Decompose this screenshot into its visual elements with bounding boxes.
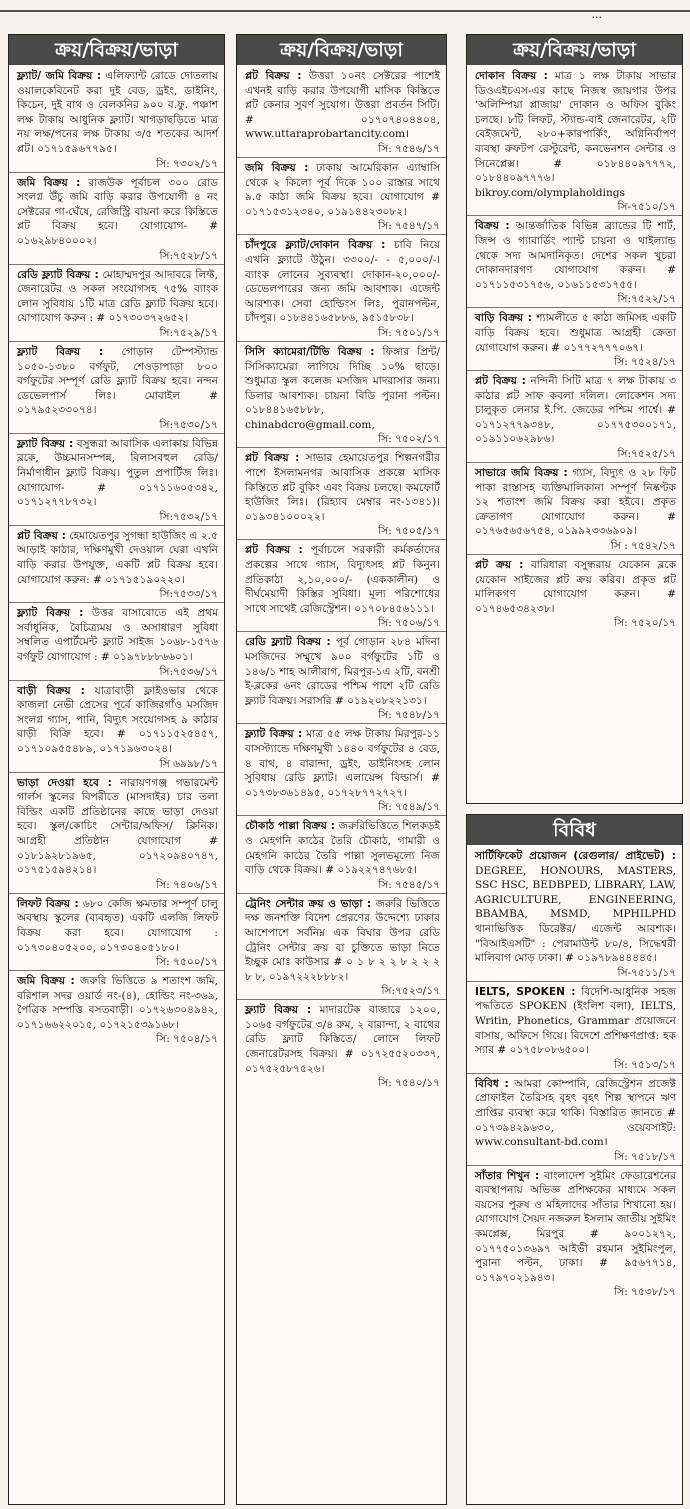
ads-list	[467, 845, 682, 1300]
ad-text	[17, 897, 218, 955]
classified-ad	[245, 635, 440, 724]
ad-title: বিক্রয় :	[475, 220, 510, 233]
ad-body: মোহাম্মদপুর আদাবরে লিফ্ট, জেনারেটর ও সকল সংযোগসহ ৭৫% ব্যাংক লোন সুবিধায় ১টি মাত্র রেডি ফ্ল্যাট বিক্রয় হবে। যোগাযোগ করুন : # ০১৭৩০৩৭২৬৫২।	[17, 268, 219, 325]
ad-body: জরুরিভিত্তিতে শিলকড়ই ও মেহগনি কাঠের তৈরি চৌকাঠ, গামারী ও মেহগনি কাঠের তৈরি পাল্লা সুলভমূল্যে নিজ বাড়ি থেকে বিক্রয়। # ০১৯২২৭৪৭৬৮৫।	[245, 820, 441, 877]
ad-body: ৬৮০ কেজি ক্ষমতার সম্পূর্ণ চালু অবস্থায় স্কুলের (ব্যবহৃত) একটি এলজি লিফট বিক্রয় করা হবে। যোগাযোগ : ০১৭৩০৪০৫২০০, ০১৭৩০৪০৫১৮০।	[17, 897, 219, 954]
ad-reference: সি: ৭৫৪৬/১৭	[237, 142, 446, 158]
ad-body: বিদেশি-আধুনিক সহজ পদ্ধতিতে SPOKEN (ইংলিশ বলা), IELTS, Writin, Phonetics, Grammar প্রয়োজনে বাসায়, অফিসে গিয়ে। বিদেশে প্রশিক্ষণপ্রাপ্ত: হক স্যার # ০১৭৫৮০৮৬৫০০।	[475, 985, 676, 1057]
ad-body: জরুরি ভিত্তিতে ৯ শতাংশ জমি, বরিশাল সদর ওয়ার্ড নং-(৪), হোল্ডিং নং-৩৬৯, পৈত্রিক সম্পত্তি বসতবাড়ী। ০১৭২৬৩০৪৯৪২, ০১৭১৬৬২২০১৫, ০১৭২১৫৩৯১৬৮।	[17, 975, 218, 1031]
ad-text	[245, 543, 440, 616]
classifieds-column-2	[236, 34, 447, 1505]
column-header: ক্রয়/বিক্রয়/ভাড়া	[9, 35, 224, 65]
ads-list	[9, 65, 224, 1047]
ad-body: মাত্র ১ লক্ষ টাকায় সাভার ডিওএইচএস-এর কাছে নিজস্ব জায়গার উপর 'অলিম্পিয়া প্লাজায়' দোকান ও অফিস বুকিং চলছে। ৮টি লিফট, স্ট্যান্ড-বাই জেনারেটর, ২টি বেইজমেন্ট, ২৮০+কারপার্কিং, অগ্নিনির্বাপণ ব্যবস্থা রুফটপ রেস্টুরেন্ট, কনভেনশন সেন্টার ও সিনেপ্লেক্স। # ০১৮৪৪০৯৭৭৭২, ০১৮৪৪০৯৭৭৭৬। bikroy.com/olymplaholdings	[475, 70, 676, 199]
classified-ad	[245, 1003, 440, 1091]
ad-body: এলিফ্যান্ট রোডে দোতলায় ওয়ালকেবিনেট করা দুই বেড, ড্রইং, ডাইনিং, কিচেন, দুই বাথ ও বেলকনির ৯০০ ব.ফু. পঞ্চাশ লক্ষ টাকায় আধুনিক ফ্ল্যাট। খাগড়াছড়িতে মাত্র নয় লক্ষ/পনের লক্ষ টাকায় ৩/৫ শতকের আদর্শ প্লট। ০১৭১৫৯৬৭৭৯৫।	[17, 70, 218, 155]
classified-ad	[17, 776, 218, 894]
ad-reference: সি: ৭৫২০/১৭	[614, 617, 676, 630]
ad-reference: সি: ৭৫০৪/১৭	[156, 1033, 218, 1046]
ad-body: পূর্বাচলে সরকারী কর্মকর্তাদের প্রকল্পের সাথে গ্যাস, বিদ্যুৎসহ প্লট কিনুন। প্রতিকাঠা ২,১০,০০০/- (এককালীন) ও দীর্ঘমেয়াদী কিস্তির সুবিধা। মূল্য পরিশোধের সাথে সাথেই রেজিস্ট্রেশন। ০১৭০৮৪৫৬১১১।	[245, 544, 440, 615]
ad-reference: সি: ৭৫০২/১৭	[237, 432, 446, 448]
classified-ad	[17, 529, 218, 603]
ad-body: শ্যামলীতে ৫ কাঠা জমিসহ একটি বাড়ি বিক্রয় হবে। শুধুমাত্র আগ্রহী ক্রেতা যোগাযোগ করুন। # ০১৭৭২৭৭৭০৬৭।	[475, 312, 677, 354]
ad-text	[17, 345, 218, 418]
ad-text	[475, 849, 676, 966]
classified-ad	[475, 466, 676, 555]
ad-reference: সি: ৭৫৪৮/১৭	[237, 708, 446, 724]
classified-ad	[17, 606, 218, 680]
ad-title: প্লট বিক্রয় :	[245, 544, 303, 557]
ad-body: যাত্রাবাড়ী ফ্লাইওভার থেকে কাজলা নেভী প্রেসের পূর্বে কাজিরগাঁও মসজিদ সংলগ্ন গ্যাস, পানি, বিদ্যুৎ সংযোগসহ ৯ কাঠার বাড়ী বিক্রি হবে। # ০১৭১১৫২৫৪৫৭, ০১৭১০৯৫৫৪৮৯, ০১৭১৯৬৩০২৪।	[17, 684, 218, 755]
ad-body: উত্তর বাসাবোতে এই প্রথম সর্বাধুনিক, বৈচিত্র্যময় ও অসাধারণ সুবিধা সম্বলিত এপার্টমেন্ট ফ্ল্যাট সাইজ ১০৬৮-১৫৭৬ বর্গফুট যোগাযোগ : # ০১৯৭৮৮৮৬৬০১।	[17, 607, 219, 663]
ad-reference: সি: ৭৫২৪/১৭	[467, 355, 682, 371]
ad-body: ফিঙ্গার প্রিন্ট/সিসিক্যামেরা লাগিয়ে দিচ্ছি ১০% ছাড়ে। শুধুমাত্র স্কুল কলেজ মসজিদ মাদরাসার জন্য। ডিলার আবশ্যক। চায়না বিডি পুরানা পল্টন। ০১৮৪৪১৬৫৮৮৮, chinabdcro@gmail.com,	[245, 345, 440, 431]
ad-text	[17, 437, 218, 510]
ad-text	[17, 606, 218, 664]
ad-body: মাত্র ৫৫ লক্ষ টাকায় মিরপুর-১১ বাসস্ট্যান্ডে দক্ষিণমুখী ১৪৪০ বর্গফুটের ৪ বেড, ৪ বাথ, ৪ বারান্দা, ড্রইং, ডাইনিংসহ লোন সুবিধায় রেডি ফ্ল্যাট। এলায়েন্স বিল্ডার্স। # ০১৭৩৮৩৬১৪৯৫, ০১৭২৮৭৭২৭২৭।	[245, 728, 440, 799]
ad-title: ফ্ল্যাট বিক্রয় :	[17, 437, 74, 450]
ad-title: ভাড়া দেওয়া হবে :	[17, 776, 112, 789]
classified-ad	[17, 345, 218, 434]
classifieds-column-3	[466, 34, 683, 804]
ad-text	[245, 451, 440, 524]
ad-title: ফ্ল্যাট/ জমি বিক্রয় :	[17, 70, 102, 82]
ad-text	[475, 69, 676, 200]
ad-title: প্লট ক্রয় :	[475, 559, 524, 572]
ad-reference: সি-৭৫১১/১৭	[467, 966, 682, 982]
ad-text	[17, 776, 218, 878]
ad-body: DEGREE, HONOURS, MASTERS, SSC HSC, BEDBPED, LIBRARY, LAW, AGRICULTURE, ENGINEERING, BBAMBA, MSMD, MPHILPHD থানাভিত্তিক ডিরেক্টর/ এজেন্ট আবশ্যক। "বিআইএসটি" : পেরামাউন্ট ৮০/৪, সিদ্ধেশ্বরী মালিবাগ মোড় ঢাকা। # ০১৯৭৮৯৪৪৪৪৫।	[475, 864, 676, 965]
ad-text	[245, 635, 440, 708]
classified-ad	[245, 819, 440, 893]
ad-reference: সি: ৭৪০৬/১৭	[9, 878, 224, 894]
ad-reference: সি:৭৫২৩/১৭	[237, 984, 446, 1000]
classified-ad	[475, 849, 676, 982]
column-header: ক্রয়/বিক্রয়/ভাড়া	[237, 35, 446, 65]
classified-ad	[475, 558, 676, 631]
ad-body: চাবি নিয়ে এখনি ফ্ল্যাটে উঠুন। ৩৩০০/- - ৫,০০০/-। ব্যাংক লোনের সুব্যবস্থা। দোকান-২০,০০০/- ডেভেলপারের জন্য জমি আবশ্যক। এজেন্ট আবশ্যক। সেবা হোল্ডিংস লিঃ, পুরানপল্টন, চাঁদপুর। ০১৮৪৪১৬৫৮৮৬, ৯৫১৫৮৩৮।	[245, 239, 440, 325]
ad-body: উত্তরা ১০নং সেক্টরের পাশেই এখনই বাড়ি করার উপযোগী মাসিক কিস্তিতে প্লট কেনার সুবর্ণ সুযোগ। উত্তরা প্রবর্তন সিটি। # ০১৭০৭৪০৪৪০৪, www.uttaraprobartancity.com।	[245, 70, 440, 141]
classified-ad	[475, 219, 676, 308]
ads-list	[467, 65, 682, 631]
ad-text	[245, 819, 440, 877]
ad-title: ফ্ল্যাট বিক্রয় :	[17, 607, 84, 620]
classified-ad	[475, 1077, 676, 1166]
ad-body: আমরা কোম্পানি, রেজিস্ট্রেশন প্রজেক্ট প্রোফাইল তৈরিসহ বৃহৎ বৃহৎ শিল্প স্থাপনে ঋণ প্রাপ্তির ব্যবস্থা করে থাকি। বিস্তারিত জানতে # ০১৭৩৯৪২৯৬৩০, ওয়েবসাইট: www.consultant-bd.com।	[475, 1077, 677, 1149]
classified-ad	[17, 684, 218, 773]
ad-title: জমি বিক্রয় :	[17, 975, 75, 988]
ad-body: বসুন্ধরা আবাসিক এলাকায় বিভিন্ন ব্লকে, উচ্চমানসম্পন্ন, বিলাসবহুল রেডি/নির্মাণাধীন ফ্ল্যাট বিক্রয়। পুতুল প্রপার্টিজ লিঃ। যোগাযোগ- # ০১৭১১৬০৫৩৪২, ০১৭১২৭৭৮৭৩২।	[17, 437, 218, 509]
ads-list	[237, 65, 446, 1091]
ad-body: নারায়ণগঞ্জ গভারমেন্ট গার্লস স্কুলের বিপরীতে (মাসদাইর) চার তলা বিল্ডিং একটি প্রতিষ্ঠানের কাছে ভাড়া দেওয়া হবে। স্কুল/কোচিং সেন্টার/অফিস/ ক্লিনিক। আগ্রহী প্রতিষ্ঠান যোগাযোগ # ০১৮১৯২৮১৯৬৫, ০১৭২০৯৪০৭৪৭, ০১৭৫১৫৯৪২১৪।	[17, 776, 218, 877]
ad-reference: সি:৭৫৩২/১৭	[9, 510, 224, 526]
ad-title: ট্রেনিং সেন্টার ক্রয় ও ভাড়া :	[245, 897, 372, 910]
ad-title: প্লট বিক্রয় :	[245, 70, 302, 82]
ad-body: নন্দিনী সিটি মাত্র ৭ লক্ষ টাকায় ৩ কাঠার প্লট সাফ কবলা দলিল। লোকেশন সদ্য চালুকৃত লেনার ই.পি. জেডের পশ্চিম পার্শ্বে। # ০১৭১২৭৭৯৩৪৮, ০১৭৭৫৩০০১৭১, ০১৯১১০৬২৯৮৬।	[475, 375, 676, 446]
ad-title: বিবিধ :	[475, 1077, 509, 1090]
ad-reference: সি: ৭৫০৫/১৭	[237, 524, 446, 540]
ad-text	[245, 69, 440, 142]
ad-reference: সি: ৭৫৪৭/১৭	[237, 219, 446, 235]
ad-title: প্লট বিক্রয় :	[475, 375, 526, 388]
ad-text	[475, 985, 676, 1058]
ad-text	[17, 529, 218, 587]
ad-title: চৌকাঠ পাল্লা বিক্রয় :	[245, 820, 335, 833]
ad-body: মাদারটেক বাজারে ১২০০, ১০৬৫ বর্গফুটের ৩/৪ রুম, ২ বারান্দা, ২ বাথের রেডি ফ্ল্যাট কিস্তিতে/ লোনে লিফট জেনারেটরসহ বিক্রয়। # ০১৭২৫৫২০৩৩৭, ০১৭৫২৫৮৭৫২৬।	[245, 1004, 440, 1075]
classified-ad	[245, 161, 440, 235]
ad-text	[17, 268, 218, 326]
miscellaneous-column	[466, 814, 683, 1505]
ad-title: লিফট বিক্রয় :	[17, 897, 79, 910]
ad-reference: সি: ৭৫১৩/১৭	[467, 1058, 682, 1074]
ad-title: প্লট বিক্রয় :	[17, 529, 66, 542]
ad-body: আন্তর্জাতিক বিভিন্ন ব্র্যান্ডের টি শার্ট, জিন্স ও গ্যাবার্ডিং প্যান্ট চায়না ও থাইল্যান্ড থেকে সদ্য আমদানিকৃত। দেশের সকল খুচরা দোকানদারগণ যোগাযোগ করুন। # ০১৭১১৫৩১৭৫৬, ০১৬১১৫৩১৭৫৫।	[475, 220, 676, 291]
ad-title: IELTS, SPOKEN :	[475, 985, 576, 998]
ad-reference: সি: ৭৫০০/১৭	[9, 955, 224, 971]
ad-text	[475, 219, 676, 292]
ad-text	[17, 684, 218, 757]
ad-body: গ্যাস, বিদ্যুৎ ও ২৮ ফিট পাকা রাস্তাসহ ব্যক্তিমালিকানা সম্পূর্ণ নিষ্কণ্টক ১২ শতাংশ জমি বিক্রয় করা হইবে। প্রকৃত ক্রেতাগণ যোগাযোগ করুন। # ০১৭৬৫৬৫৬৭৫৪, ০১৯৯২৩৩৬৯০৯।	[475, 467, 676, 538]
classified-ad	[475, 374, 676, 463]
ad-text	[245, 897, 440, 985]
ad-title: দোকান বিক্রয় :	[475, 70, 548, 82]
classified-ad	[475, 985, 676, 1074]
ad-reference: সি:৭৫৩০/১৭	[9, 418, 224, 434]
ad-title: রেডি ফ্ল্যাট বিক্রয় :	[17, 268, 99, 281]
ad-reference: সি: ৭৫৪৫/১৭	[237, 878, 446, 894]
ad-body: হেমায়েতপুর সুগন্ধা হাউজিং এ ২.৫ আড়াই কাঠার, দক্ষিণমুখী দেওয়াল ঘেরা এখনি বাড়ি করার উপযুক্ত, একটি প্লট বিক্রয় হবে। যোগাযোগ করুন: # ০১৭১৫১৯০২২০।	[17, 529, 218, 586]
ad-title: ফ্ল্যাট বিক্রয় :	[17, 345, 104, 358]
ad-title: সাঁতার শিখুন :	[475, 1169, 540, 1182]
ad-title: জমি বিক্রয় :	[245, 161, 309, 174]
ad-reference: সি:৭৫২২/১৭	[467, 292, 682, 308]
ad-reference: সি:৭৫৩৩/১৭	[9, 587, 224, 603]
classified-ad	[245, 543, 440, 632]
ad-text	[17, 69, 218, 157]
page-top-fragment: ...	[591, 8, 602, 21]
ad-text	[17, 176, 218, 249]
ad-body: পূর্ব গোড়ান ২৮৪ মদিনা মসজিদের সম্মুখে ৯০০ বর্গফুটের ১টি ও ১৪৬/১ শাহ আলীবাগ, মিরপুর-১এ ২টি, বনশ্রী ই-ব্লকের ৬নং রোডের পশ্চিম পাশে ২টি রেডি ফ্ল্যাট বিক্রয়। সরাসরি # ০১৯২০৮২২১৩১।	[245, 636, 441, 707]
ad-text	[475, 374, 676, 447]
column-header: ক্রয়/বিক্রয়/ভাড়া	[467, 35, 682, 65]
ad-title: চাঁদপুরে ফ্ল্যাট/দোকান বিক্রয় :	[245, 239, 386, 252]
classified-ad	[17, 69, 218, 173]
ad-body: ঢাকায় আমেরিকান এ্যাম্বাসি থেকে ২ কিলো পূর্ব দিকে ১০০ রাস্তার সাথে ৯.৫ কাঠা জমি বিক্রয় হবে। যোগাযোগ # ০১৭১৫৩১২৩৪০, ০১৯১৪৪২৩০৮২।	[245, 161, 440, 218]
ad-reference: সি: ৭৫১৮/১৭	[467, 1150, 682, 1166]
ad-title: বাড়ী বিক্রয় :	[17, 684, 85, 697]
classified-ad	[245, 897, 440, 1001]
ad-title: সাভারে জমি বিক্রয় :	[475, 467, 568, 480]
ad-reference: সি: ৭৩০২/১৭	[9, 157, 224, 173]
ad-reference: সি: ৭৫০১/১৭	[237, 326, 446, 342]
ad-title: ফ্ল্যাট বিক্রয় :	[245, 1004, 312, 1017]
ad-title: জমি বিক্রয় :	[17, 176, 81, 189]
ad-text	[475, 558, 676, 616]
ad-text	[245, 161, 440, 219]
ad-reference: সি: ৭৫৩৮/১৭	[614, 1286, 676, 1299]
classified-ad	[245, 451, 440, 540]
ad-reference: সি:৭৫২৫/১৭	[467, 447, 682, 463]
ad-body: রাজউক পূর্বাচল ৩০০ রোড সংলগ্ন উঁচু জমি বাড়ি করার উপযোগী ৪ নং সেক্টরের গা-ঘেঁষে, রেজিস্ট্রি বায়না করে কিস্তিতে প্লট বিক্রয় হবে। যোগাযোগ- # ০১৬২৯৮৪০০০২।	[17, 176, 219, 247]
classified-ad	[245, 238, 440, 342]
classified-ad	[475, 69, 676, 216]
ad-body: বারিধারা বসুন্ধরায় যেকোন ব্লকে যেকোন সাইজের প্লট ক্রয় করিব। প্রকৃত প্লট মালিকগণ যোগাযোগ করুন। # ০১৭৪৬৫৩৪২৩৮।	[475, 559, 676, 615]
ad-text	[245, 727, 440, 800]
ad-text	[475, 1077, 676, 1150]
ad-reference: সি:৭৫২৯/১৭	[9, 326, 224, 342]
ad-reference: সি ৬৯৯৮/১৭	[9, 757, 224, 773]
classifieds-column-1	[8, 34, 225, 1505]
ad-reference: সি: ৭৫৪৯/১৭	[237, 800, 446, 816]
ad-title: সিসি ক্যামেরা/টিভি বিক্রয় :	[245, 345, 375, 358]
ad-title: ফ্ল্যাট বিক্রয় :	[245, 728, 303, 741]
ad-body: সাভার হেমায়েতপুর শিল্পনগরীর পাশে ইসলামনগর আবাসিক প্রকল্পে মাসিক কিস্তিতে প্লট বুকিং এবং বিক্রয় চলছে। কমফোর্ট হাউজিং লিঃ। (রিহ্যাব মেম্বার নং-১৩৪১)। ০১৯৩৪১০০০২২।	[245, 452, 440, 523]
ad-body: জরুরি ভিত্তিতে দক্ষ জনশক্তি বিদেশ প্রেরণের উদ্দেশ্যে ঢাকার আশেপাশে সর্বনিম্ন এক বিঘার উপর রেডি ট্রেনিং সেন্টার ক্রয় বা চুক্তিতে ভাড়া নিতে ইচ্ছুক মোঃ কাউসার # ০ ১ ৮ ২ ২ ৮ ২ ২ ২ ৮ ৮, ০১৯৭২২২৮৮৮২।	[245, 897, 440, 983]
ad-text	[17, 974, 218, 1032]
classified-ad	[17, 974, 218, 1047]
ad-body: গোড়ান টেম্পস্ট্যান্ড ১০৫০-১৩৮০ বর্গফুট, শেওড়াপাড়া ৮০০ বর্গফুটের সম্পূর্ণ রেডি ফ্ল্যাট বিক্রয় হবে। নন্দন ডেভেলপার্স লিঃ। মোবাইল # ০১৭৯৫২৩৩০৭৪।	[17, 345, 219, 417]
ad-text	[475, 1169, 676, 1286]
ad-reference: সি-৭৫১০/১৭	[467, 200, 682, 216]
ad-title: প্লট বিক্রয় :	[245, 452, 300, 465]
top-rule	[0, 8, 690, 21]
ad-text	[475, 466, 676, 539]
classified-ad	[245, 345, 440, 449]
classified-ad	[245, 727, 440, 816]
classified-ad	[17, 897, 218, 971]
classified-ad	[245, 69, 440, 158]
classified-ad	[17, 176, 218, 265]
column-header: বিবিধ	[467, 815, 682, 845]
ad-title: রেডি ফ্ল্যাট বিক্রয় :	[245, 636, 331, 649]
classified-ad	[17, 437, 218, 526]
ad-text	[475, 311, 676, 355]
ad-reference: সি:৭৫৩৬/১৭	[9, 665, 224, 681]
ad-text	[245, 1003, 440, 1076]
ad-reference: সি: ৭৫৪০/১৭	[378, 1077, 440, 1090]
ad-reference: সি: ৭৫০৬/১৭	[237, 616, 446, 632]
ad-text	[245, 238, 440, 326]
classified-ad	[475, 311, 676, 371]
classified-ad	[17, 268, 218, 342]
ad-reference: সি:৭৫২৮/১৭	[9, 249, 224, 265]
ad-title: সার্টিফিকেট প্রয়োজন (রেগুলার/ প্রাইভেট) :	[475, 850, 676, 862]
ad-reference: সি : ৭৫৪২/১৭	[467, 539, 682, 555]
classified-ad	[475, 1169, 676, 1301]
ad-body: বাংলাদেশ সুইমিং ফেডারেশনের ব্যবস্থাপনায় অভিজ্ঞ প্রশিক্ষকের মাধ্যমে সকল বয়সের পুরুষ ও মহিলাদের সাঁতার শিখানো হয়। যোগাযোগ সৈয়দ নজরুল ইসলাম জাতীয় সুইমিং কমপ্লেক্স, মিরপুর # ৯০০১২৭২, ০১৭৭৫০১৩৬৯৭ আইভী রহমান সুইমিংপুল, পুরানা পল্টন, ঢাকা। # ৯৫৬৭৭১৪, ০১৭৯৭০২১৯৪৩।	[475, 1169, 676, 1284]
ad-title: বাড়ি বিক্রয় :	[475, 312, 532, 325]
ad-text	[245, 345, 440, 433]
